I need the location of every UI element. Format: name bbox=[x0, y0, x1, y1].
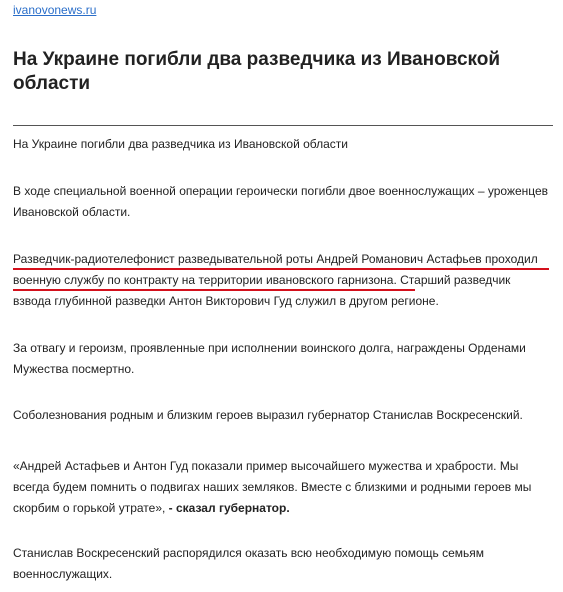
article-paragraph-6: Станислав Воскресенский распорядился оказать всю необходимую помощь семьям военнослужащих. bbox=[13, 546, 484, 581]
article-paragraph-3: За отвагу и героизм, проявленные при исполнении воинского долга, награждены Орденами Мужества посмертно. bbox=[13, 341, 526, 376]
highlighted-sentence-part-1: Разведчик-радиотелефонист разведывательной роты Андрей Романович Астафьев проходил bbox=[13, 252, 538, 266]
article-paragraph-5 bbox=[13, 456, 549, 519]
article-paragraph-1: В ходе специальной военной операции героически погибли двое военнослужащих – уроженцев Ивановской области. bbox=[13, 184, 549, 219]
governor-quote: «Андрей Астафьев и Антон Гуд показали пример высочайшего мужества и храбрости. Мы всегда будем помнить о подвигах наших земляков. Вместе с близкими и родными героев мы скорбим о горькой утрате», bbox=[13, 459, 532, 515]
paragraph-2-rest: Старший разведчик взвода глубинной разведки Антон Викторович Гуд служил в другом регионе. bbox=[13, 273, 511, 308]
highlighted-sentence-part-2: военную службу по контракту на территории ивановского гарнизона. bbox=[13, 273, 397, 287]
source-site-link[interactable]: ivanovonews.ru bbox=[13, 3, 97, 17]
quote-attribution: - сказал губернатор. bbox=[168, 501, 290, 515]
red-underline-line-1 bbox=[13, 268, 549, 270]
article-paragraph-4: Соболезнования родным и близким героев выразил губернатор Станислав Воскресенский. bbox=[13, 408, 523, 422]
title-divider bbox=[13, 125, 553, 126]
red-underline-line-2 bbox=[13, 289, 415, 291]
article-paragraph-2 bbox=[13, 249, 549, 312]
article-title: На Украине погибли два разведчика из Ивановской области bbox=[13, 49, 501, 94]
article-lead: На Украине погибли два разведчика из Ивановской области bbox=[13, 137, 349, 151]
